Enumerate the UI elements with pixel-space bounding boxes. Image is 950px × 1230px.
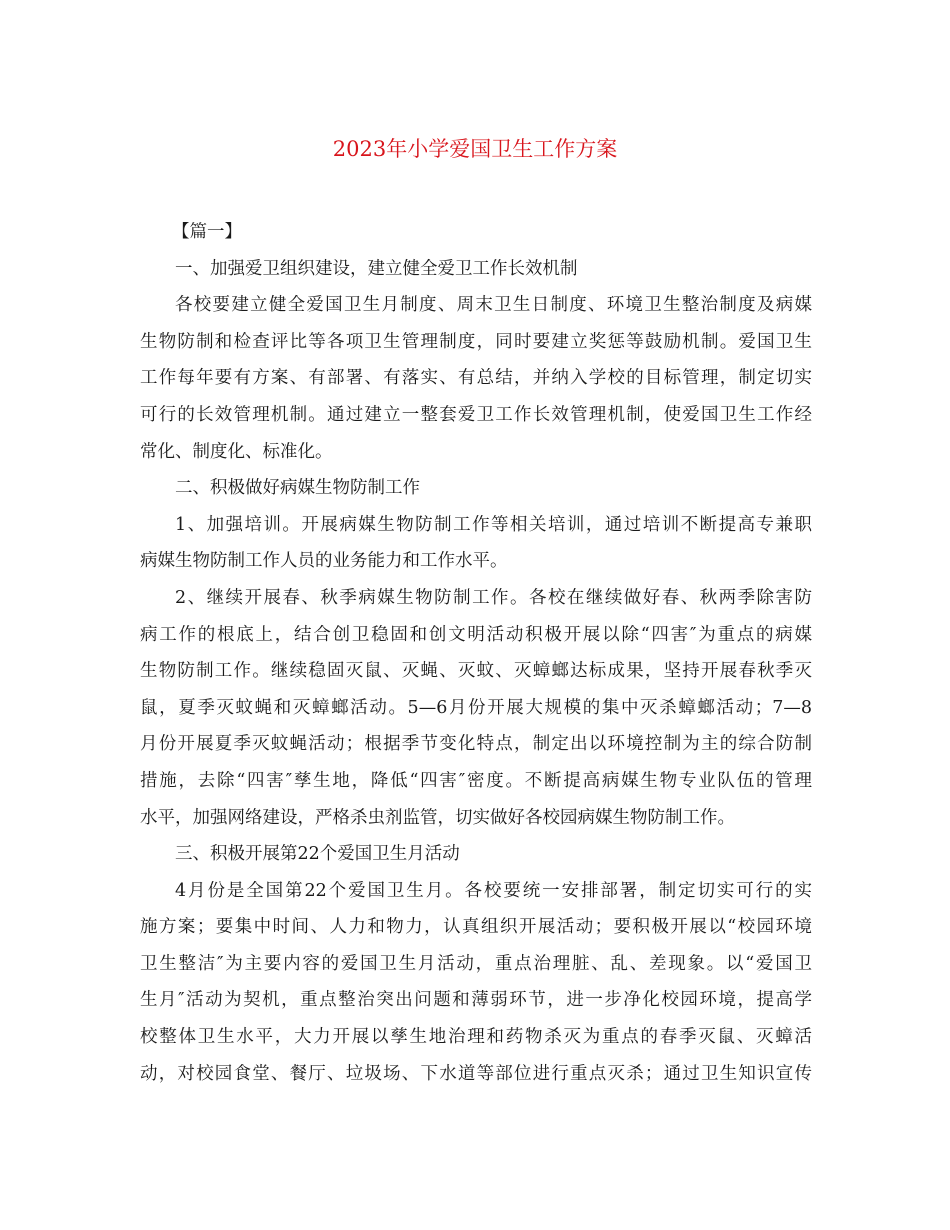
paragraph-line: 病工作的根底上，结合创卫稳固和创文明活动积极开展以除“四害″为重点的病媒 bbox=[140, 624, 812, 645]
paragraph-line: 校整体卫生水平，大力开展以孳生地治理和药物杀灭为重点的春季灭鼠、灭蟑活 bbox=[140, 1027, 812, 1048]
document-body bbox=[140, 214, 812, 1092]
heading-2: 二、积极做好病媒生物防制工作 bbox=[175, 478, 420, 499]
paragraph-line: 水平，加强网络建设，严格杀虫剂监管，切实做好各校园病媒生物防制工作。 bbox=[140, 807, 735, 828]
paragraph-line: 各校要建立健全爱国卫生月制度、周末卫生日制度、环境卫生整治制度及病媒 bbox=[175, 295, 812, 316]
paragraph-line: 生物防制工作。继续稳固灭鼠、灭蝇、灭蚊、灭蟑螂达标成果，坚持开展春秋季灭 bbox=[140, 661, 812, 682]
paragraph-line: 生月″活动为契机，重点整治突出问题和薄弱环节，进一步净化校园环境，提高学 bbox=[140, 990, 812, 1011]
paragraph-line: 2、继续开展春、秋季病媒生物防制工作。各校在继续做好春、秋两季除害防 bbox=[175, 587, 812, 608]
paragraph-line: 措施，去除“四害″孳生地，降低“四害″密度。不断提高病媒生物专业队伍的管理 bbox=[140, 770, 812, 791]
paragraph-line: 可行的长效管理机制。通过建立一整套爱卫工作长效管理机制，使爱国卫生工作经 bbox=[140, 404, 812, 425]
paragraph-line: 施方案；要集中时间、人力和物力，认真组织开展活动；要积极开展以“校园环境 bbox=[140, 917, 812, 938]
section-tag: 【篇一】 bbox=[172, 222, 242, 242]
paragraph-line: 工作每年要有方案、有部署、有落实、有总结，并纳入学校的目标管理，制定切实 bbox=[140, 368, 812, 389]
paragraph-line: 1、加强培训。开展病媒生物防制工作等相关培训，通过培训不断提高专兼职 bbox=[175, 514, 812, 535]
paragraph-line: 鼠，夏季灭蚊蝇和灭蟑螂活动。5—6月份开展大规模的集中灭杀蟑螂活动；7—8 bbox=[140, 697, 812, 718]
paragraph-line: 动，对校园食堂、餐厅、垃圾场、下水道等部位进行重点灭杀；通过卫生知识宣传 bbox=[140, 1063, 812, 1084]
paragraph-line: 4月份是全国第22个爱国卫生月。各校要统一安排部署，制定切实可行的实 bbox=[175, 880, 812, 901]
paragraph-line: 卫生整洁″为主要内容的爱国卫生月活动，重点治理脏、乱、差现象。以“爱国卫 bbox=[140, 953, 812, 974]
heading-3: 三、积极开展第22个爱国卫生月活动 bbox=[175, 844, 460, 865]
paragraph-line: 月份开展夏季灭蚊蝇活动；根据季节变化特点，制定出以环境控制为主的综合防制 bbox=[140, 734, 812, 755]
heading-1: 一、加强爱卫组织建设，建立健全爱卫工作长效机制 bbox=[175, 258, 578, 279]
paragraph-line: 病媒生物防制工作人员的业务能力和工作水平。 bbox=[140, 551, 508, 572]
paragraph-line: 生物防制和检查评比等各项卫生管理制度，同时要建立奖惩等鼓励机制。爱国卫生 bbox=[140, 331, 812, 352]
document-title: 2023年小学爱国卫生工作方案 bbox=[332, 137, 618, 161]
paragraph-line: 常化、制度化、标准化。 bbox=[140, 441, 333, 462]
